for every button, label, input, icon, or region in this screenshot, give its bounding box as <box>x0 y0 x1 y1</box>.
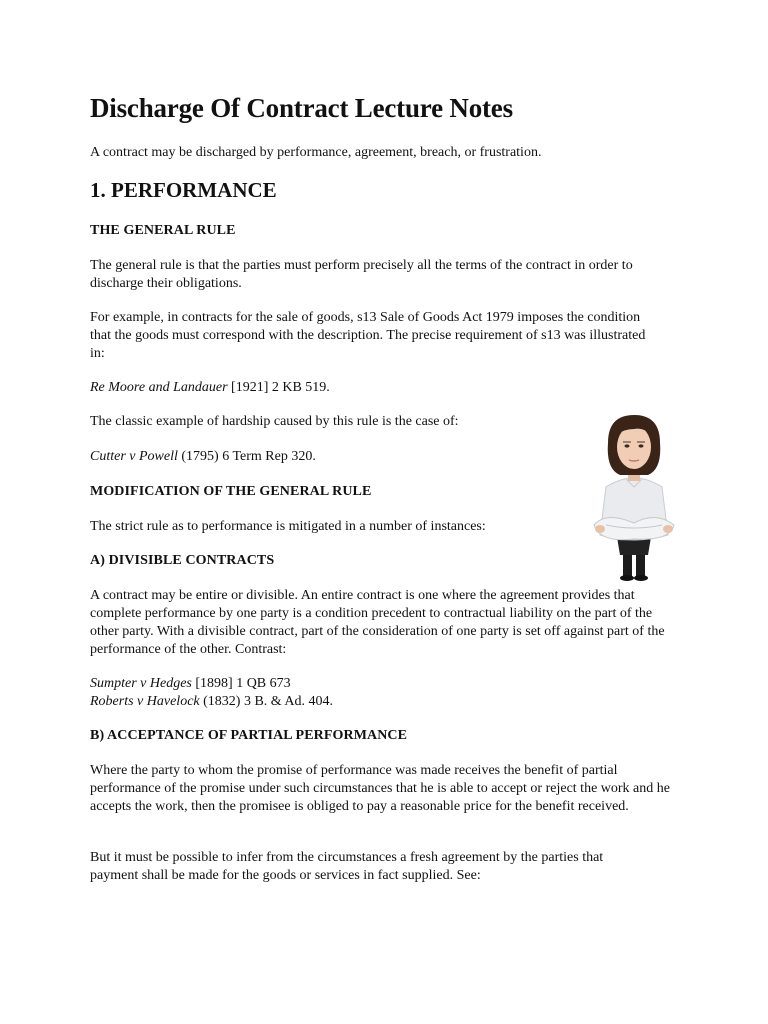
partial-performance-paragraph: Where the party to whom the promise of performance was made receives the benefit of partial performance of the promise under such circumstances that he is able to accept or reject the work and he accepts the work, then the promisee is obliged to pay a reasonable price for the benefit received. <box>90 763 670 814</box>
fresh-agreement-paragraph: But it must be possible to infer from the circumstances a fresh agreement by the parties that payment shall be made for the goods or services in fact supplied. See: <box>90 850 604 883</box>
case-citation-sumpter <box>90 675 291 693</box>
document-title: Discharge Of Contract Lecture Notes <box>90 93 513 123</box>
woman-arms-crossed-image <box>586 413 682 581</box>
case-citation-roberts <box>90 693 333 711</box>
subheading-modification: MODIFICATION OF THE GENERAL RULE <box>90 484 372 499</box>
case-citation-moore <box>90 379 330 397</box>
general-rule-paragraph: The general rule is that the parties must perform precisely all the terms of the contract in order to discharge their obligations. <box>90 258 633 291</box>
case-reference: (1832) 3 B. & Ad. 404. <box>199 694 334 709</box>
subheading-general-rule: THE GENERAL RULE <box>90 223 236 238</box>
modification-paragraph: The strict rule as to performance is mitigated in a number of instances: <box>90 519 486 534</box>
case-name: Sumpter v Hedges <box>90 676 192 691</box>
divisible-contracts-paragraph: A contract may be entire or divisible. An entire contract is one where the agreement provides that complete performance by one party is a condition precedent to contractual liability on the part of the other party. With a divisible contract, part of the consideration of one party is set off against part of the performance of the other. Contrast: <box>90 588 665 657</box>
hardship-paragraph: The classic example of hardship caused by this rule is the case of: <box>90 414 459 429</box>
case-reference: (1795) 6 Term Rep 320. <box>177 449 316 464</box>
case-citation-cutter <box>90 448 316 466</box>
case-reference: [1921] 2 KB 519. <box>227 380 330 395</box>
sale-of-goods-paragraph: For example, in contracts for the sale of goods, s13 Sale of Goods Act 1979 imposes the condition that the goods must correspond with the description. The precise requirement of s13 was illustrated in: <box>90 310 646 361</box>
case-reference: [1898] 1 QB 673 <box>191 676 291 691</box>
subheading-divisible-contracts: A) DIVISIBLE CONTRACTS <box>90 553 275 568</box>
case-name: Re Moore and Landauer <box>90 380 228 395</box>
section-heading-performance: 1. PERFORMANCE <box>90 178 277 202</box>
case-name: Roberts v Havelock <box>90 694 200 709</box>
intro-paragraph: A contract may be discharged by performance, agreement, breach, or frustration. <box>90 145 542 160</box>
subheading-partial-performance: B) ACCEPTANCE OF PARTIAL PERFORMANCE <box>90 728 408 743</box>
case-name: Cutter v Powell <box>90 449 178 464</box>
